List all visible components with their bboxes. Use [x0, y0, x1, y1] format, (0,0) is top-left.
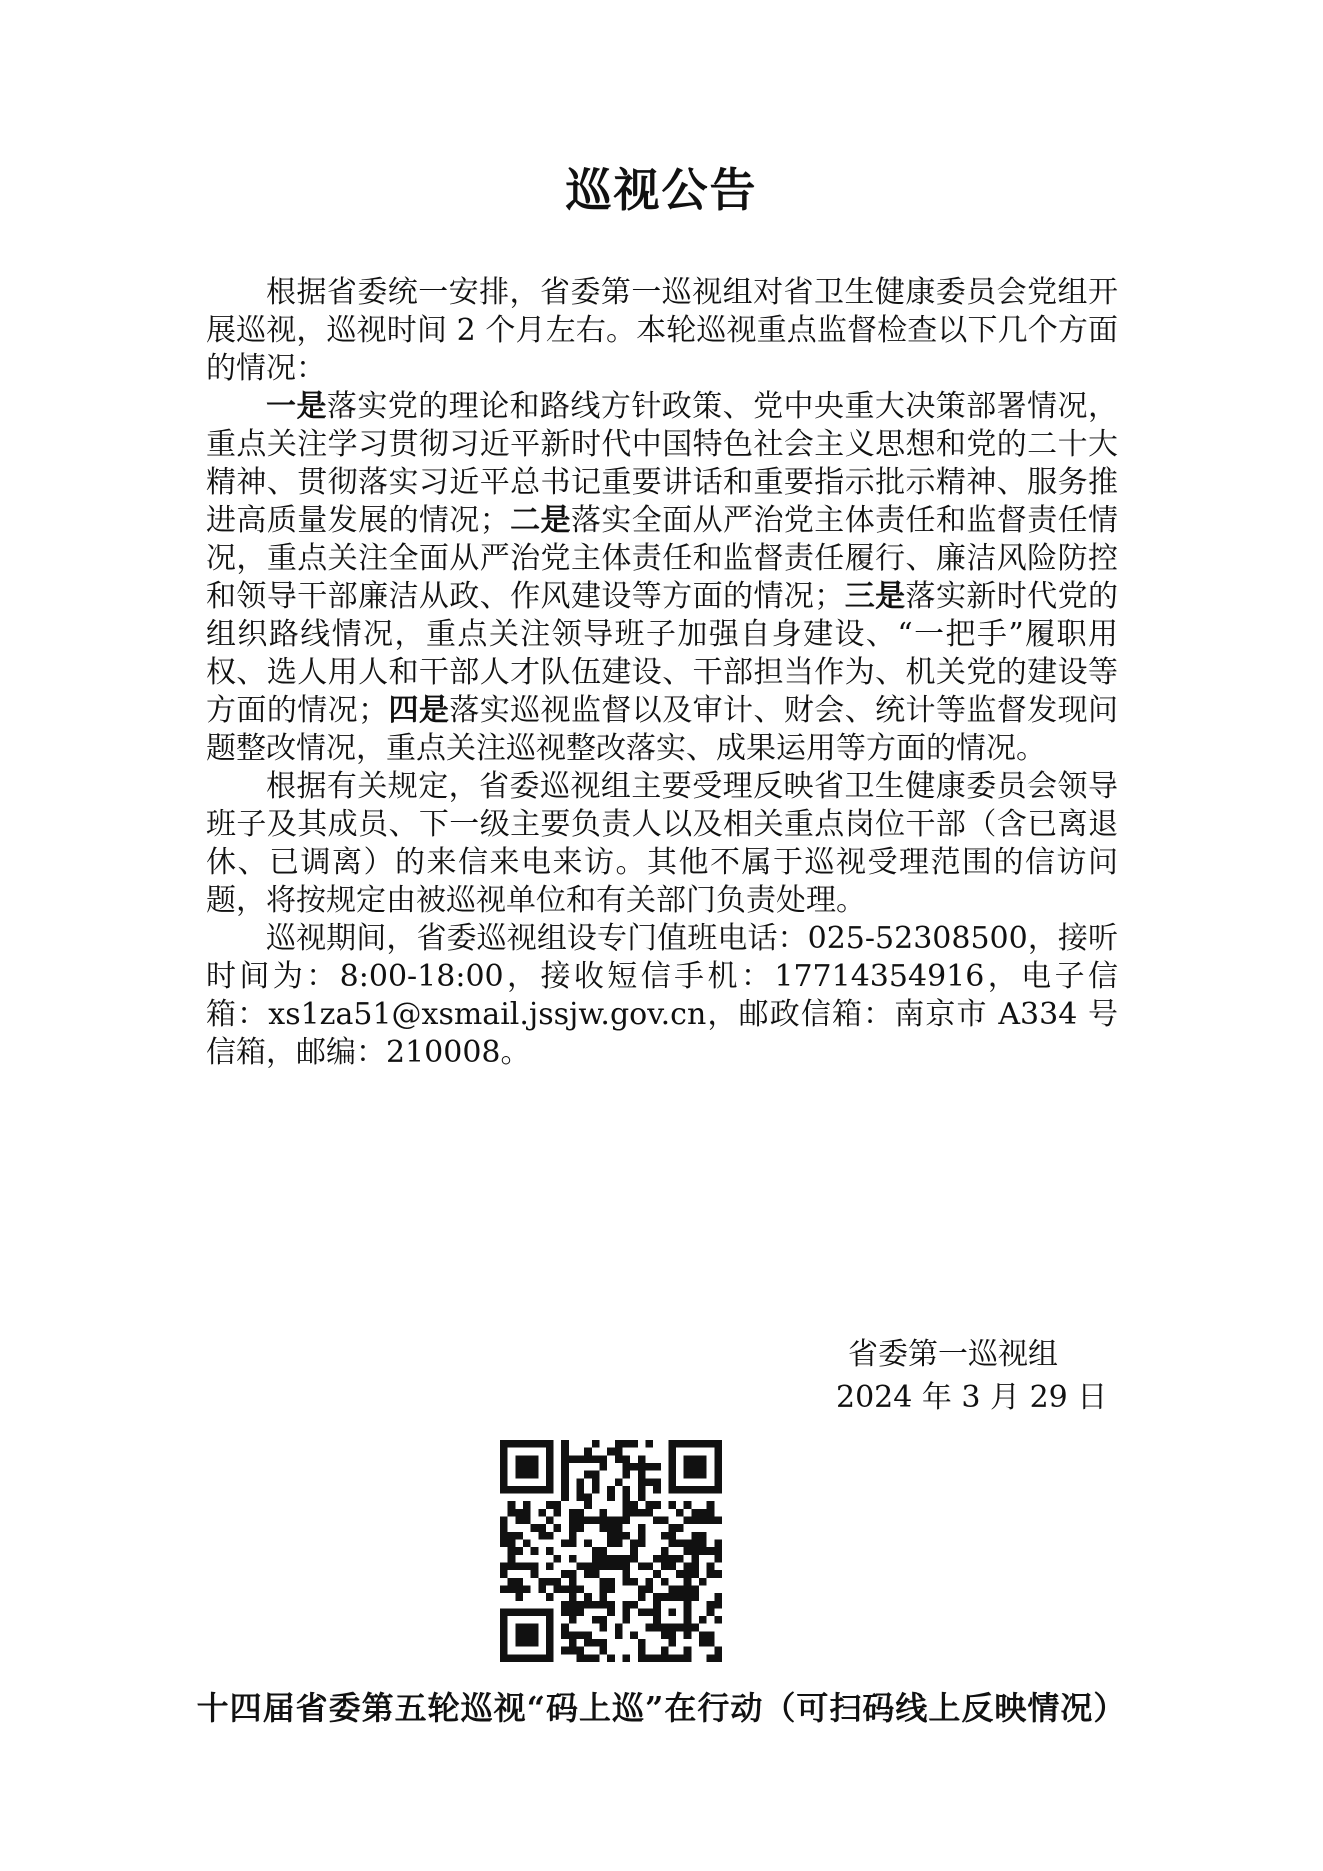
focus-item-1-text: 落实党的理论和路线方针政策、党中央重大决策部署情况，重点关注学习贯彻习近平新时代中国特色社会主义思想和党的二十大精神、贯彻落实习近平总书记重要讲话和重要指示批示精神、服务推进高质量发展的情况； — [206, 389, 1119, 538]
qr-code-icon[interactable] — [500, 1440, 722, 1662]
contact-paragraph: 巡视期间，省委巡视组设专门值班电话：025-52308500，接听时间为：8:00-18:00，接收短信手机：17714354916，电子信箱：xs1za51@xsmail.jssjw.gov.cn，邮政信箱：南京市 A334 号信箱，邮编：210008。 — [206, 921, 1118, 1070]
announcement-body — [206, 274, 1118, 1072]
focus-paragraph — [206, 388, 1118, 768]
intro-paragraph: 根据省委统一安排，省委第一巡视组对省卫生健康委员会党组开展巡视，巡视时间 2 个月左右。本轮巡视重点监督检查以下几个方面的情况： — [206, 275, 1118, 386]
focus-item-3-text: 落实新时代党的组织路线情况，重点关注领导班子加强自身建设、“一把手”履职用权、选人用人和干部人才队伍建设、干部担当作为、机关党的建设等方面的情况； — [206, 579, 1119, 728]
focus-item-4-text: 落实巡视监督以及审计、财会、统计等监督发现问题整改情况，重点关注巡视整改落实、成果运用等方面的情况。 — [206, 693, 1119, 766]
focus-item-2-text: 落实全面从严治党主体责任和监督责任情况，重点关注全面从严治党主体责任和监督责任履行、廉洁风险防控和领导干部廉洁从政、作风建设等方面的情况； — [206, 503, 1119, 614]
qr-caption: 十四届省委第五轮巡视“码上巡”在行动（可扫码线上反映情况） — [196, 1689, 1127, 1727]
signature-date: 2024 年 3 月 29 日 — [836, 1380, 1108, 1415]
focus-item-1-label: 一是 — [266, 389, 327, 424]
focus-item-2-label: 二是 — [509, 503, 571, 538]
scope-paragraph: 根据有关规定，省委巡视组主要受理反映省卫生健康委员会领导班子及其成员、下一级主要负责人以及相关重点岗位干部（含已离退休、已调离）的来信来电来访。其他不属于巡视受理范围的信访问题，将按规定由被巡视单位和有关部门负责处理。 — [206, 769, 1118, 918]
page-title: 巡视公告 — [565, 163, 758, 217]
focus-item-4-label: 四是 — [388, 693, 450, 728]
signature-organization: 省委第一巡视组 — [848, 1337, 1058, 1372]
focus-item-3-label: 三是 — [844, 579, 906, 614]
